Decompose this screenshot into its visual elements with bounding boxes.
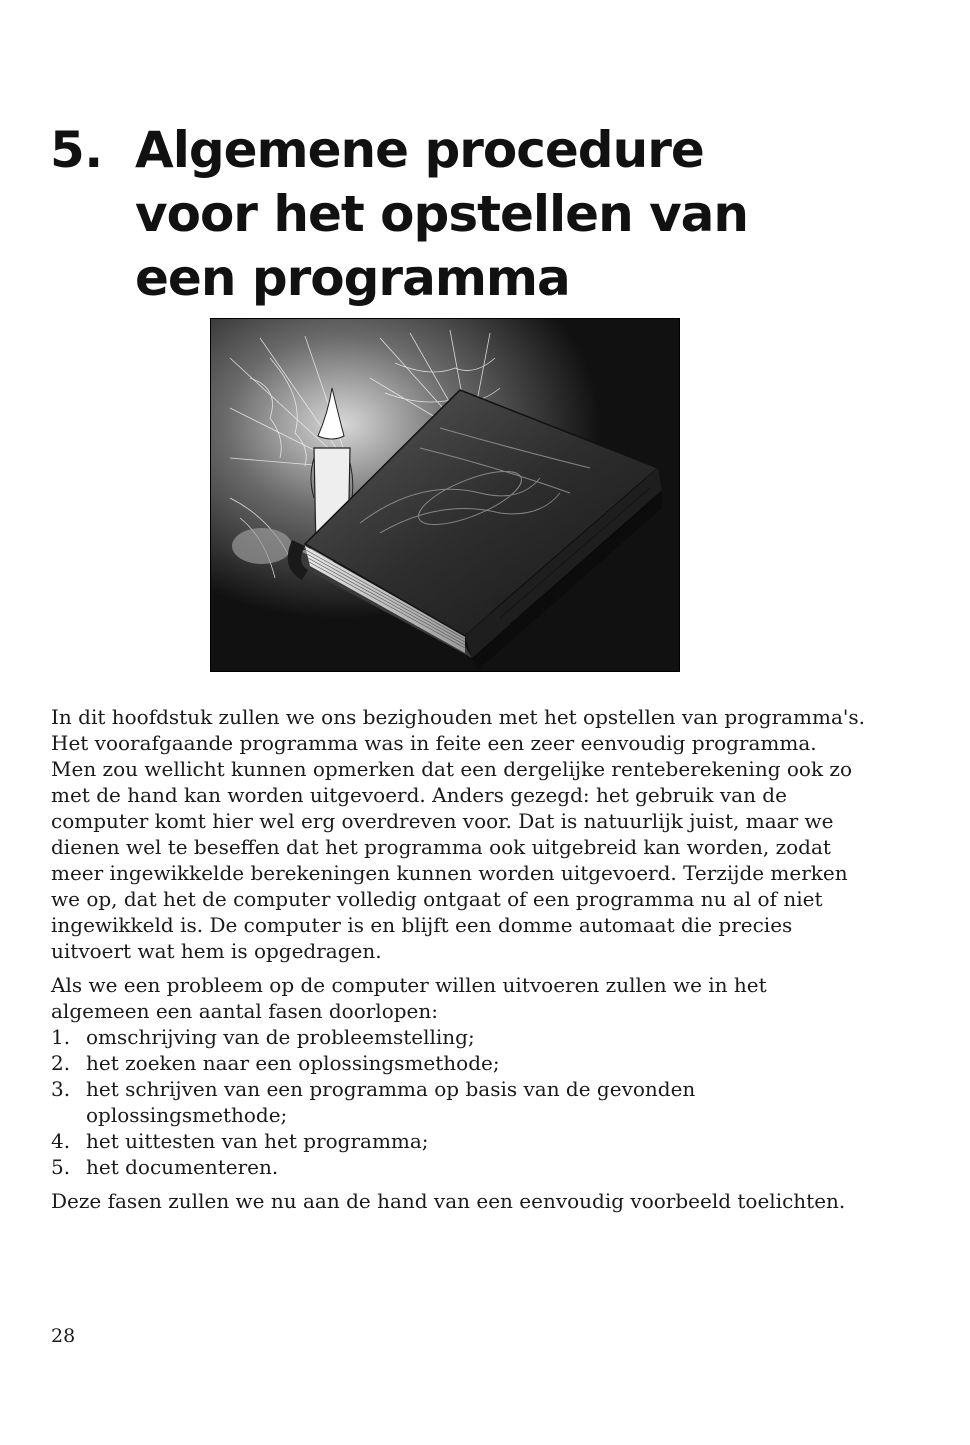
- list-item: [51, 1076, 866, 1128]
- list-item-text: het documenteren.: [86, 1155, 279, 1179]
- page-number: 28: [51, 1325, 76, 1347]
- book-candle-illustration: [210, 318, 680, 672]
- list-item-number: 4.: [51, 1129, 71, 1153]
- chapter-number: 5.: [50, 121, 103, 179]
- chapter-body: [51, 704, 866, 1214]
- list-item-number: 3.: [51, 1077, 71, 1101]
- list-item-number: 5.: [51, 1155, 71, 1179]
- chapter-title-line-2: voor het opstellen van: [135, 185, 749, 243]
- list-item-number: 1.: [51, 1025, 71, 1049]
- list-item: [51, 1154, 866, 1180]
- list-item: [51, 1050, 866, 1076]
- phases-list: [51, 1024, 866, 1180]
- paragraph-intro: In dit hoofdstuk zullen we ons bezighouden met het opstellen van programma's.: [51, 705, 866, 729]
- paragraph-closing: Deze fasen zullen we nu aan de hand van een eenvoudig voorbeeld toelichten.: [51, 1189, 846, 1213]
- list-item-text: het zoeken naar een oplossingsmethode;: [86, 1051, 500, 1075]
- chapter-title: [135, 118, 895, 310]
- list-item: [51, 1024, 866, 1050]
- list-item-text: het schrijven van een programma op basis van de gevonden oplossingsmethode;: [86, 1077, 696, 1127]
- paragraph-previous-program: Het voorafgaande programma was in feite een zeer eenvoudig programma. Men zou wellicht kunnen opmerken dat een dergelijke renteberekening ook zo met de hand kan worden uitgevoerd. Anders gezegd: het gebruik van de computer komt hier wel erg overdreven voor. Dat is natuurlijk juist, maar we dienen wel te beseffen dat het programma ook uitgebreid kan worden, zodat meer ingewikkelde berekeningen kunnen worden uitgevoerd. Terzijde merken we op, dat het de computer volledig ontgaat of een programma nu al of niet ingewikkeld is. De computer is en blijft een domme automaat die precies uitvoert wat hem is opgedragen.: [51, 731, 852, 963]
- list-item-text: het uittesten van het programma;: [86, 1129, 429, 1153]
- chapter-title-line-3: een programma: [135, 249, 570, 307]
- chapter-title-line-1: Algemene procedure: [135, 121, 704, 179]
- paragraph-phases-intro: Als we een probleem op de computer willen uitvoeren zullen we in het algemeen een aantal fasen doorlopen:: [51, 973, 767, 1023]
- list-item: [51, 1128, 866, 1154]
- list-item-text: omschrijving van de probleemstelling;: [86, 1025, 475, 1049]
- list-item-number: 2.: [51, 1051, 71, 1075]
